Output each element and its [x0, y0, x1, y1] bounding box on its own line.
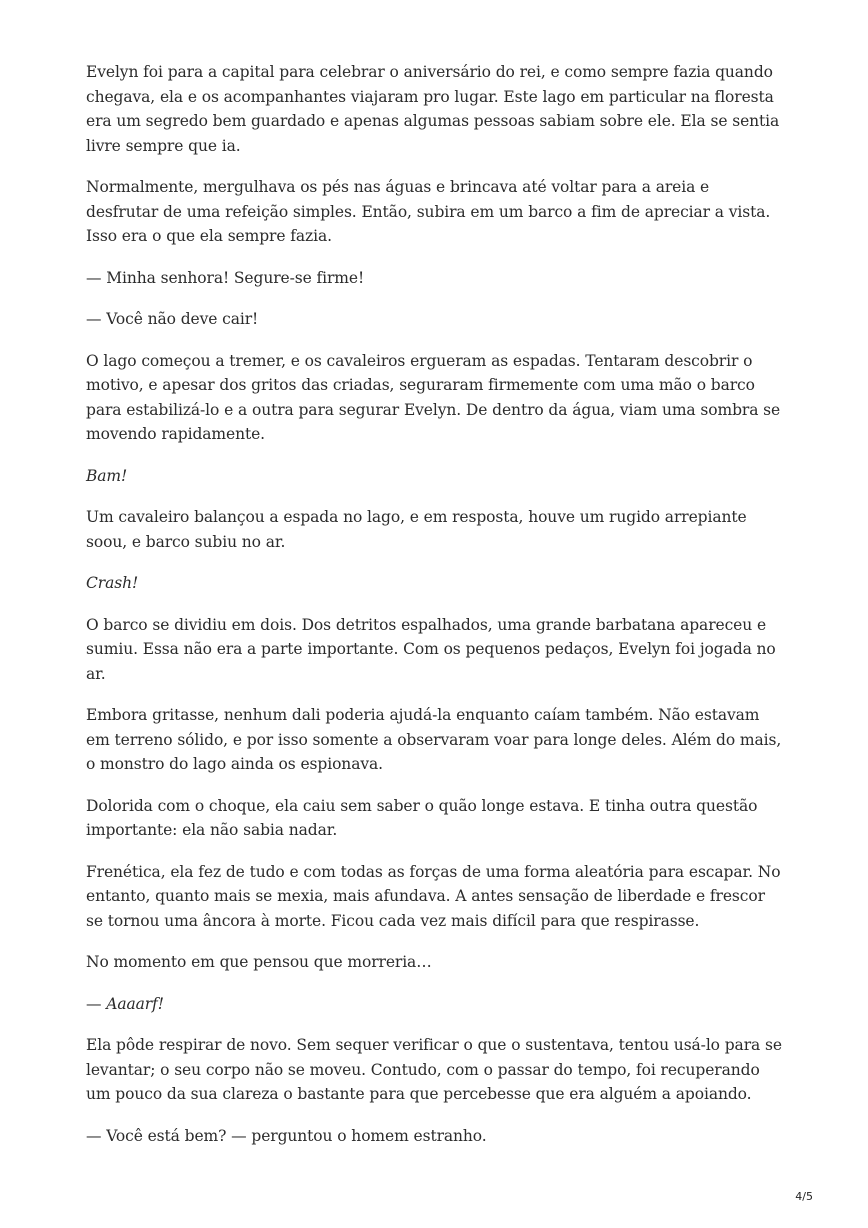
paragraph: Um cavaleiro balançou a espada no lago, e em resposta, houve um rugido arrepiante soou, e barco subiu no ar. [86, 508, 747, 551]
paragraph: Embora gritasse, nenhum dali poderia ajudá-la enquanto caíam também. Não estavam em terreno sólido, e por isso somente a observaram voar para longe deles. Além do mais, o monstro do lago ainda os espionava. [86, 706, 782, 773]
sound-effect: Crash! [86, 574, 139, 592]
paragraph: Frenética, ela fez de tudo e com todas as forças de uma forma aleatória para escapar. No entanto, quanto mais se mexia, mais afundava. A antes sensação de liberdade e frescor se tornou uma âncora à morte. Ficou cada vez mais difícil para que respirasse. [86, 862, 781, 930]
paragraph: O lago começou a tremer, e os cavaleiros ergueram as espadas. Tentaram descobrir o motivo, e apesar dos gritos das criadas, seguraram firmemente com uma mão o barco para estabilizá-lo e a outra para segurar Evelyn. De dentro da água, viam uma sombra se movendo rapidamente. [86, 351, 781, 443]
paragraph: Normalmente, mergulhava os pés nas águas e brincava até voltar para a areia e desfrutar de uma refeição simples. Então, subira em um barco a fim de apreciar a vista. Isso era o que ela sempre fazia. [86, 178, 771, 245]
sound-effect: Aaaarf! [106, 994, 164, 1013]
dialogue-line: — Minha senhora! Segure-se firme! [86, 268, 365, 287]
dialogue-line: — Você não deve cair! [86, 310, 259, 328]
document-body [86, 60, 786, 1165]
dialogue-line: — Você está bem? — perguntou o homem estranho. [86, 1126, 487, 1145]
page-number: 4/5 [795, 1190, 813, 1203]
paragraph: No momento em que pensou que morreria… [86, 953, 432, 971]
paragraph: O barco se dividiu em dois. Dos detritos espalhados, uma grande barbatana apareceu e sumiu. Essa não era a parte importante. Com os pequenos pedaços, Evelyn foi jogada no ar. [86, 615, 776, 683]
paragraph: Dolorida com o choque, ela caiu sem saber o quão longe estava. E tinha outra questão importante: ela não sabia nadar. [86, 796, 758, 839]
paragraph: Evelyn foi para a capital para celebrar o aniversário do rei, e como sempre fazia quando chegava, ela e os acompanhantes viajaram pro lugar. Este lago em particular na floresta era um segredo bem guardado e apenas algumas pessoas sabiam sobre ele. Ela se sentia livre sempre que ia. [86, 63, 780, 155]
sound-effect: Bam! [86, 466, 128, 485]
dialogue-line: — Aaaarf! [86, 994, 164, 1013]
paragraph: Ela pôde respirar de novo. Sem sequer verificar o que o sustentava, tentou usá-lo para se levantar; o seu corpo não se moveu. Contudo, com o passar do tempo, foi recuperando um pouco da sua clareza o bastante para que percebesse que era alguém a apoiando. [86, 1036, 782, 1103]
